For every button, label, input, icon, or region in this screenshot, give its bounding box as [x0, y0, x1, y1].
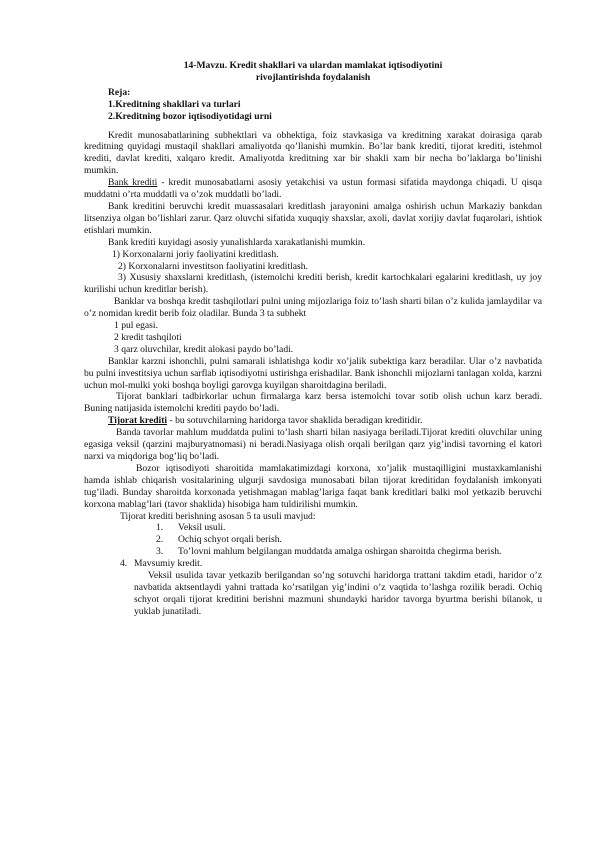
method-text: Mavsumiy kredit.: [134, 558, 203, 570]
method-number: 2.: [156, 534, 164, 546]
method-number: 3.: [156, 546, 164, 558]
direction-item-2: 2) Korxonalarni investitson faoliyatini kreditlash.: [118, 260, 308, 272]
paragraph-goods: Banda tavorlar mahlum muddatda pulini to’lash sharti bilan nasiyaga beriladi.Tijorat krediti oluvchilar uning egasiga veksil (qarzini majburyatnomasi) ni beradi.Nasiyaga olish orqali berilgan qarz yig’indisi tavorning el katori narxi va miqdoriga bog’liq bo’ladi.: [84, 427, 542, 462]
paragraph-bill: Veksil usulida tavar yetkazib berilgandan so’ng sotuvchi haridorga trattani takdim etadi, haridor o’z navbatida aktsentlaydi yahni trattada ko’rsatilgan yig’indini o’z vaqtida to’lashga rozilik beradi. Ochiq schyot orqali tijorat kreditini berishni mazmuni shundayki haridor tavorga byurtma berishi bilanok, u yuklab junatiladi.: [134, 570, 542, 617]
paragraph-commercial-banks: Tijorat banklari tadbirkorlar uchun firmalarga karz bersa istemolchi tovar sotib olish uchun karz beradi. Buning natijasida istemolchi krediti paydo bo’ladi.: [84, 391, 542, 415]
subject-item-1: 1 pul egasi.: [114, 320, 158, 332]
paragraph-bank-issuer: Bank kreditini beruvchi kredit muassasalari kreditlash jarayonini amalga oshirish uchun Markaziy bankdan litsenziya olgan bo’lishlari zarur. Qarz oluvchi sifatida xuquqiy shaxslar, axoli, davlat xorijiy davlat fuqarolari, ishtiok etishlari mumkin.: [84, 200, 542, 236]
paragraph-banks-transfer: Banklar karzni ishonchli, pulni samarali ishlatishga kodir xo’jalik subektiga karz beradilar. Ular o’z navbatida bu pulni investitsiya uchun sarflab iqtisodiyotni ustirishga erishadilar. Bank ishonchli mijozlarni tanlagan xolda, karzni uchun mol-mulki yoki boshqa boyligi garovga kuyilgan sharoitdagina beriladi.: [84, 355, 542, 391]
method-item-3: [120, 546, 542, 558]
method-number: 1.: [156, 522, 164, 534]
plan-label: Reja:: [108, 86, 131, 98]
paragraph-economy: Bozor iqtisodiyoti sharoitida mamlakatimizdagi korxona, xo’jalik mustaqilligini mustaxkamlanishi hamda ishlab chiqarish vositalarining ulgurji savdosiga munosabati bilan tijorat kreditidan foydalanish imkonyati tug’iladi. Bunday sharoitda korxonada yetishmagan mablag’lariga faqat bank kreditlari balki mol yetkazib beruvchi korxona mablag’lari (tavor shaklida) hisobiga ham tuldirilishi mumkin.: [84, 462, 542, 510]
paragraph-banks-collect: Banklar va boshqa kredit tashqilotlari pulni uning mijozlariga foiz to’lash sharti bilan o’z kulida jamlaydilar va o’z nomidan kredit berib foiz oladilar. Bunda 3 ta subhekt: [84, 296, 542, 320]
method-item-1: [156, 522, 542, 534]
methods-list: [156, 522, 542, 546]
paragraph-bank-credit: [84, 177, 542, 201]
title-line-1: 14-Mavzu. Kredit shakllari va ulardan mamlakat iqtisodiyotini: [183, 60, 443, 71]
subject-item-3: 3 qarz oluvchilar, kredit alokasi paydo bo’ladi.: [114, 343, 294, 355]
bank-credit-definition: - kredit munosabatlarni asosiy yetakchisi va ustun formasi sifatida maydonga chiqadi. U qisqa muddatni o’rta muddatli va o’zok muddatli bo’ladi.: [84, 177, 542, 201]
method-item-4: [120, 558, 542, 570]
bank-credit-term: Bank krediti: [108, 177, 158, 189]
method-text: To’lovni mahlum belgilangan muddatda amalga oshirgan sharoitda chegirma berish.: [178, 546, 502, 558]
trade-credit-definition: - bu sotuvchilarning haridorga tavor shaklida beradigan kreditidir.: [167, 415, 423, 427]
title-line-2: rivojlantirishda foydalanish: [255, 71, 371, 83]
plan-item-1: 1.Kreditning shakllari va turlari: [108, 98, 241, 110]
direction-item-3: 3) Xususiy shaxslarni kreditlash, (istemolchi krediti berish, kredit kartochkalari egalarini kreditlash, uy joy kurilishi uchun kreditlar berish).: [84, 272, 542, 296]
method-text: Veksil usuli.: [178, 522, 226, 534]
paragraph-trade-credit: [84, 415, 542, 427]
trade-credit-term: Tijorat krediti: [108, 415, 168, 427]
plan-item-2: 2.Kreditning bozor iqtisodiyotidagi urni: [108, 110, 272, 122]
paragraph-methods: Tijorat krediti berishning asosan 5 ta usuli mavjud:: [120, 510, 316, 522]
method-number: 4.: [120, 558, 128, 570]
method-item-2: [156, 534, 542, 546]
paragraph-bank-directions: Bank krediti kuyidagi asosiy yunalishlarda xarakatlanishi mumkin.: [108, 236, 366, 248]
subject-item-2: 2 kredit tashqiloti: [114, 331, 182, 343]
direction-item-1: 1) Korxonalarni joriy faoliyatini kreditlash.: [112, 248, 279, 260]
method-text: Ochiq schyot orqali berish.: [178, 534, 282, 546]
paragraph-intro: Kredit munosabatlarining subhektlari va obhektiga, foiz stavkasiga va kreditning xarakat doirasiga qarab kreditning quyidagi mustaqil shakllari amaliyotda qo’llanishi mumkin. Bo’lar bank krediti, tijorat krediti, istehmol krediti, davlat krediti, xalqaro kredit. Amaliyotda kreditning xar bir shakli xam bir necha bo’laklarga bo’linishi mumkin.: [84, 129, 542, 177]
document-title: [84, 60, 542, 84]
